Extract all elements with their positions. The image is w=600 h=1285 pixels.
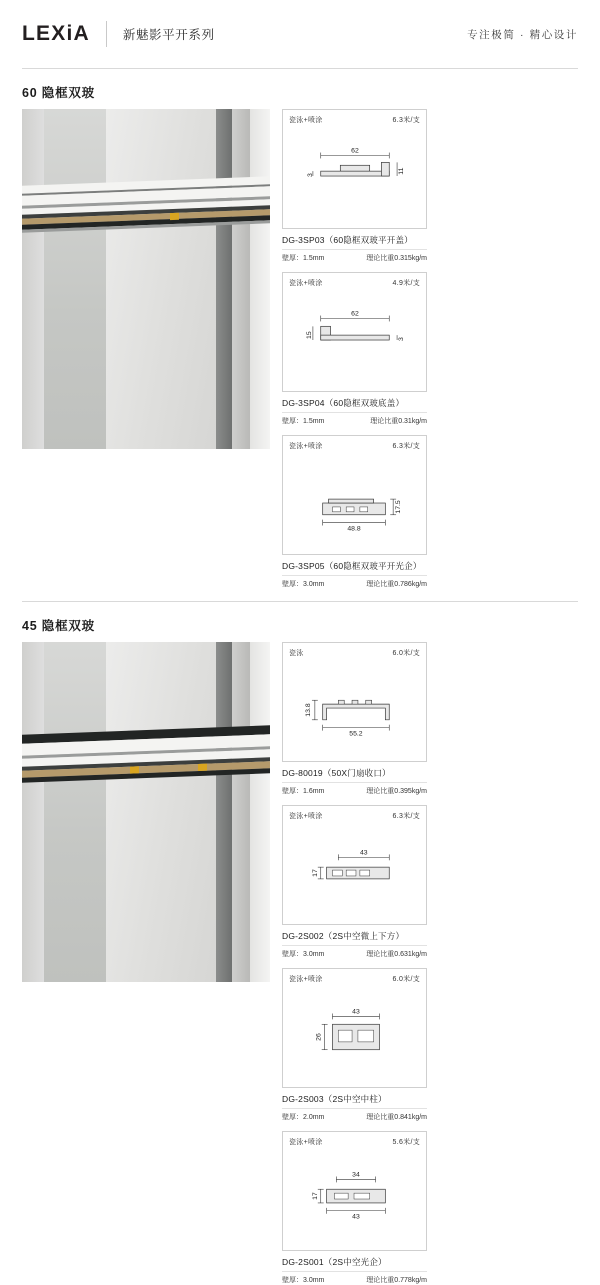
length-label: 6.0米/支 (392, 650, 420, 657)
profile-drawing-box (282, 272, 427, 392)
dim-height: 17 (311, 1192, 319, 1200)
brand-logo: LEXiA (22, 22, 90, 45)
profile-drawing (283, 458, 426, 550)
wall-thickness: 壁厚：1.5mm (282, 255, 325, 262)
series-title: 新魅影平开系列 (122, 28, 215, 42)
profile-card[interactable] (282, 109, 427, 263)
dim-width: 43 (352, 1008, 360, 1016)
length-label: 5.6米/支 (392, 1139, 420, 1146)
length-label: 4.9米/支 (392, 280, 420, 287)
profile-code: DG-3SP03（60隐框双玻平开盖） (282, 235, 413, 245)
dim-width: 55.2 (349, 730, 363, 738)
section-45 (0, 616, 600, 1285)
profile-drawing (283, 991, 426, 1083)
profile-drawing-box (282, 968, 427, 1088)
profile-code: DG-2S003（2S中空中柱） (282, 1094, 387, 1104)
finish-label: 瓷泳+喷涂 (289, 443, 323, 450)
finish-label: 瓷泳+喷涂 (289, 976, 323, 983)
dim-right: 11 (397, 167, 405, 175)
unit-weight: 理论比重0.786kg/m (366, 581, 427, 588)
wall-thickness: 壁厚：3.0mm (282, 951, 325, 958)
dim-height: 17 (311, 869, 319, 877)
profile-code: DG-3SP05（60隐框双玻平开光企） (282, 561, 422, 571)
dim-height: 26 (315, 1033, 323, 1041)
dim-width: 62 (351, 147, 359, 155)
profile-drawing (283, 295, 426, 387)
page-header (0, 0, 600, 68)
length-label: 6.0米/支 (392, 976, 420, 983)
section-title-60: 60 隐框双玻 (22, 86, 95, 100)
profile-card[interactable] (282, 435, 427, 589)
dim-width: 48.8 (347, 525, 361, 533)
profile-card[interactable] (282, 805, 427, 959)
profile-card[interactable] (282, 272, 427, 426)
profile-drawing (283, 1154, 426, 1246)
unit-weight: 理论比重0.778kg/m (366, 1277, 427, 1284)
profile-card[interactable] (282, 1131, 427, 1285)
dim-top-width: 34 (352, 1171, 360, 1179)
profile-code: DG-2S001（2S中空光企） (282, 1257, 387, 1267)
profile-code: DG-3SP04（60隐框双玻底盖） (282, 398, 405, 408)
wall-thickness: 壁厚：2.0mm (282, 1114, 325, 1121)
profile-drawing (283, 828, 426, 920)
product-photo-45 (22, 642, 270, 982)
dim-bottom-width: 43 (352, 1213, 360, 1221)
profile-drawing-box (282, 435, 427, 555)
finish-label: 瓷泳 (289, 650, 304, 657)
finish-label: 瓷泳+喷涂 (289, 1139, 323, 1146)
dim-left: 3 (306, 173, 314, 177)
unit-weight: 理论比重0.315kg/m (366, 255, 427, 262)
header-divider (106, 21, 107, 47)
length-label: 6.3米/支 (392, 813, 420, 820)
section-60 (0, 83, 600, 589)
wall-thickness: 壁厚：3.0mm (282, 581, 325, 588)
dim-right: 3 (397, 337, 405, 341)
profile-drawing-box (282, 1131, 427, 1251)
header-rule (22, 68, 578, 69)
profile-drawing-box (282, 642, 427, 762)
profile-code: DG-80019（50X门扇收口） (282, 768, 391, 778)
unit-weight: 理论比重0.631kg/m (366, 951, 427, 958)
product-photo-60 (22, 109, 270, 449)
length-label: 6.3米/支 (392, 117, 420, 124)
section-title-45: 45 隐框双玻 (22, 619, 95, 633)
finish-label: 瓷泳+喷涂 (289, 117, 323, 124)
unit-weight: 理论比重0.841kg/m (366, 1114, 427, 1121)
profile-code: DG-2S002（2S中空微上下方） (282, 931, 405, 941)
dim-height: 17.5 (395, 500, 403, 514)
profile-cards-45 (282, 642, 578, 1285)
section-divider (22, 601, 578, 602)
length-label: 6.3米/支 (392, 443, 420, 450)
unit-weight: 理论比重0.31kg/m (370, 418, 427, 425)
profile-card[interactable] (282, 968, 427, 1122)
dim-width: 62 (351, 310, 359, 318)
dim-height: 13.8 (304, 703, 312, 717)
wall-thickness: 壁厚：1.5mm (282, 418, 325, 425)
wall-thickness: 壁厚：3.0mm (282, 1277, 325, 1284)
profile-card[interactable] (282, 642, 427, 796)
profile-drawing-box (282, 805, 427, 925)
finish-label: 瓷泳+喷涂 (289, 813, 323, 820)
header-tagline: 专注极简 · 精心设计 (467, 28, 578, 41)
profile-drawing (283, 132, 426, 224)
wall-thickness: 壁厚：1.6mm (282, 788, 325, 795)
profile-cards-60 (282, 109, 578, 589)
profile-drawing-box (282, 109, 427, 229)
finish-label: 瓷泳+喷涂 (289, 280, 323, 287)
dim-left: 15 (305, 331, 313, 339)
dim-width: 43 (359, 849, 368, 857)
unit-weight: 理论比重0.395kg/m (366, 788, 427, 795)
profile-drawing (283, 665, 426, 757)
